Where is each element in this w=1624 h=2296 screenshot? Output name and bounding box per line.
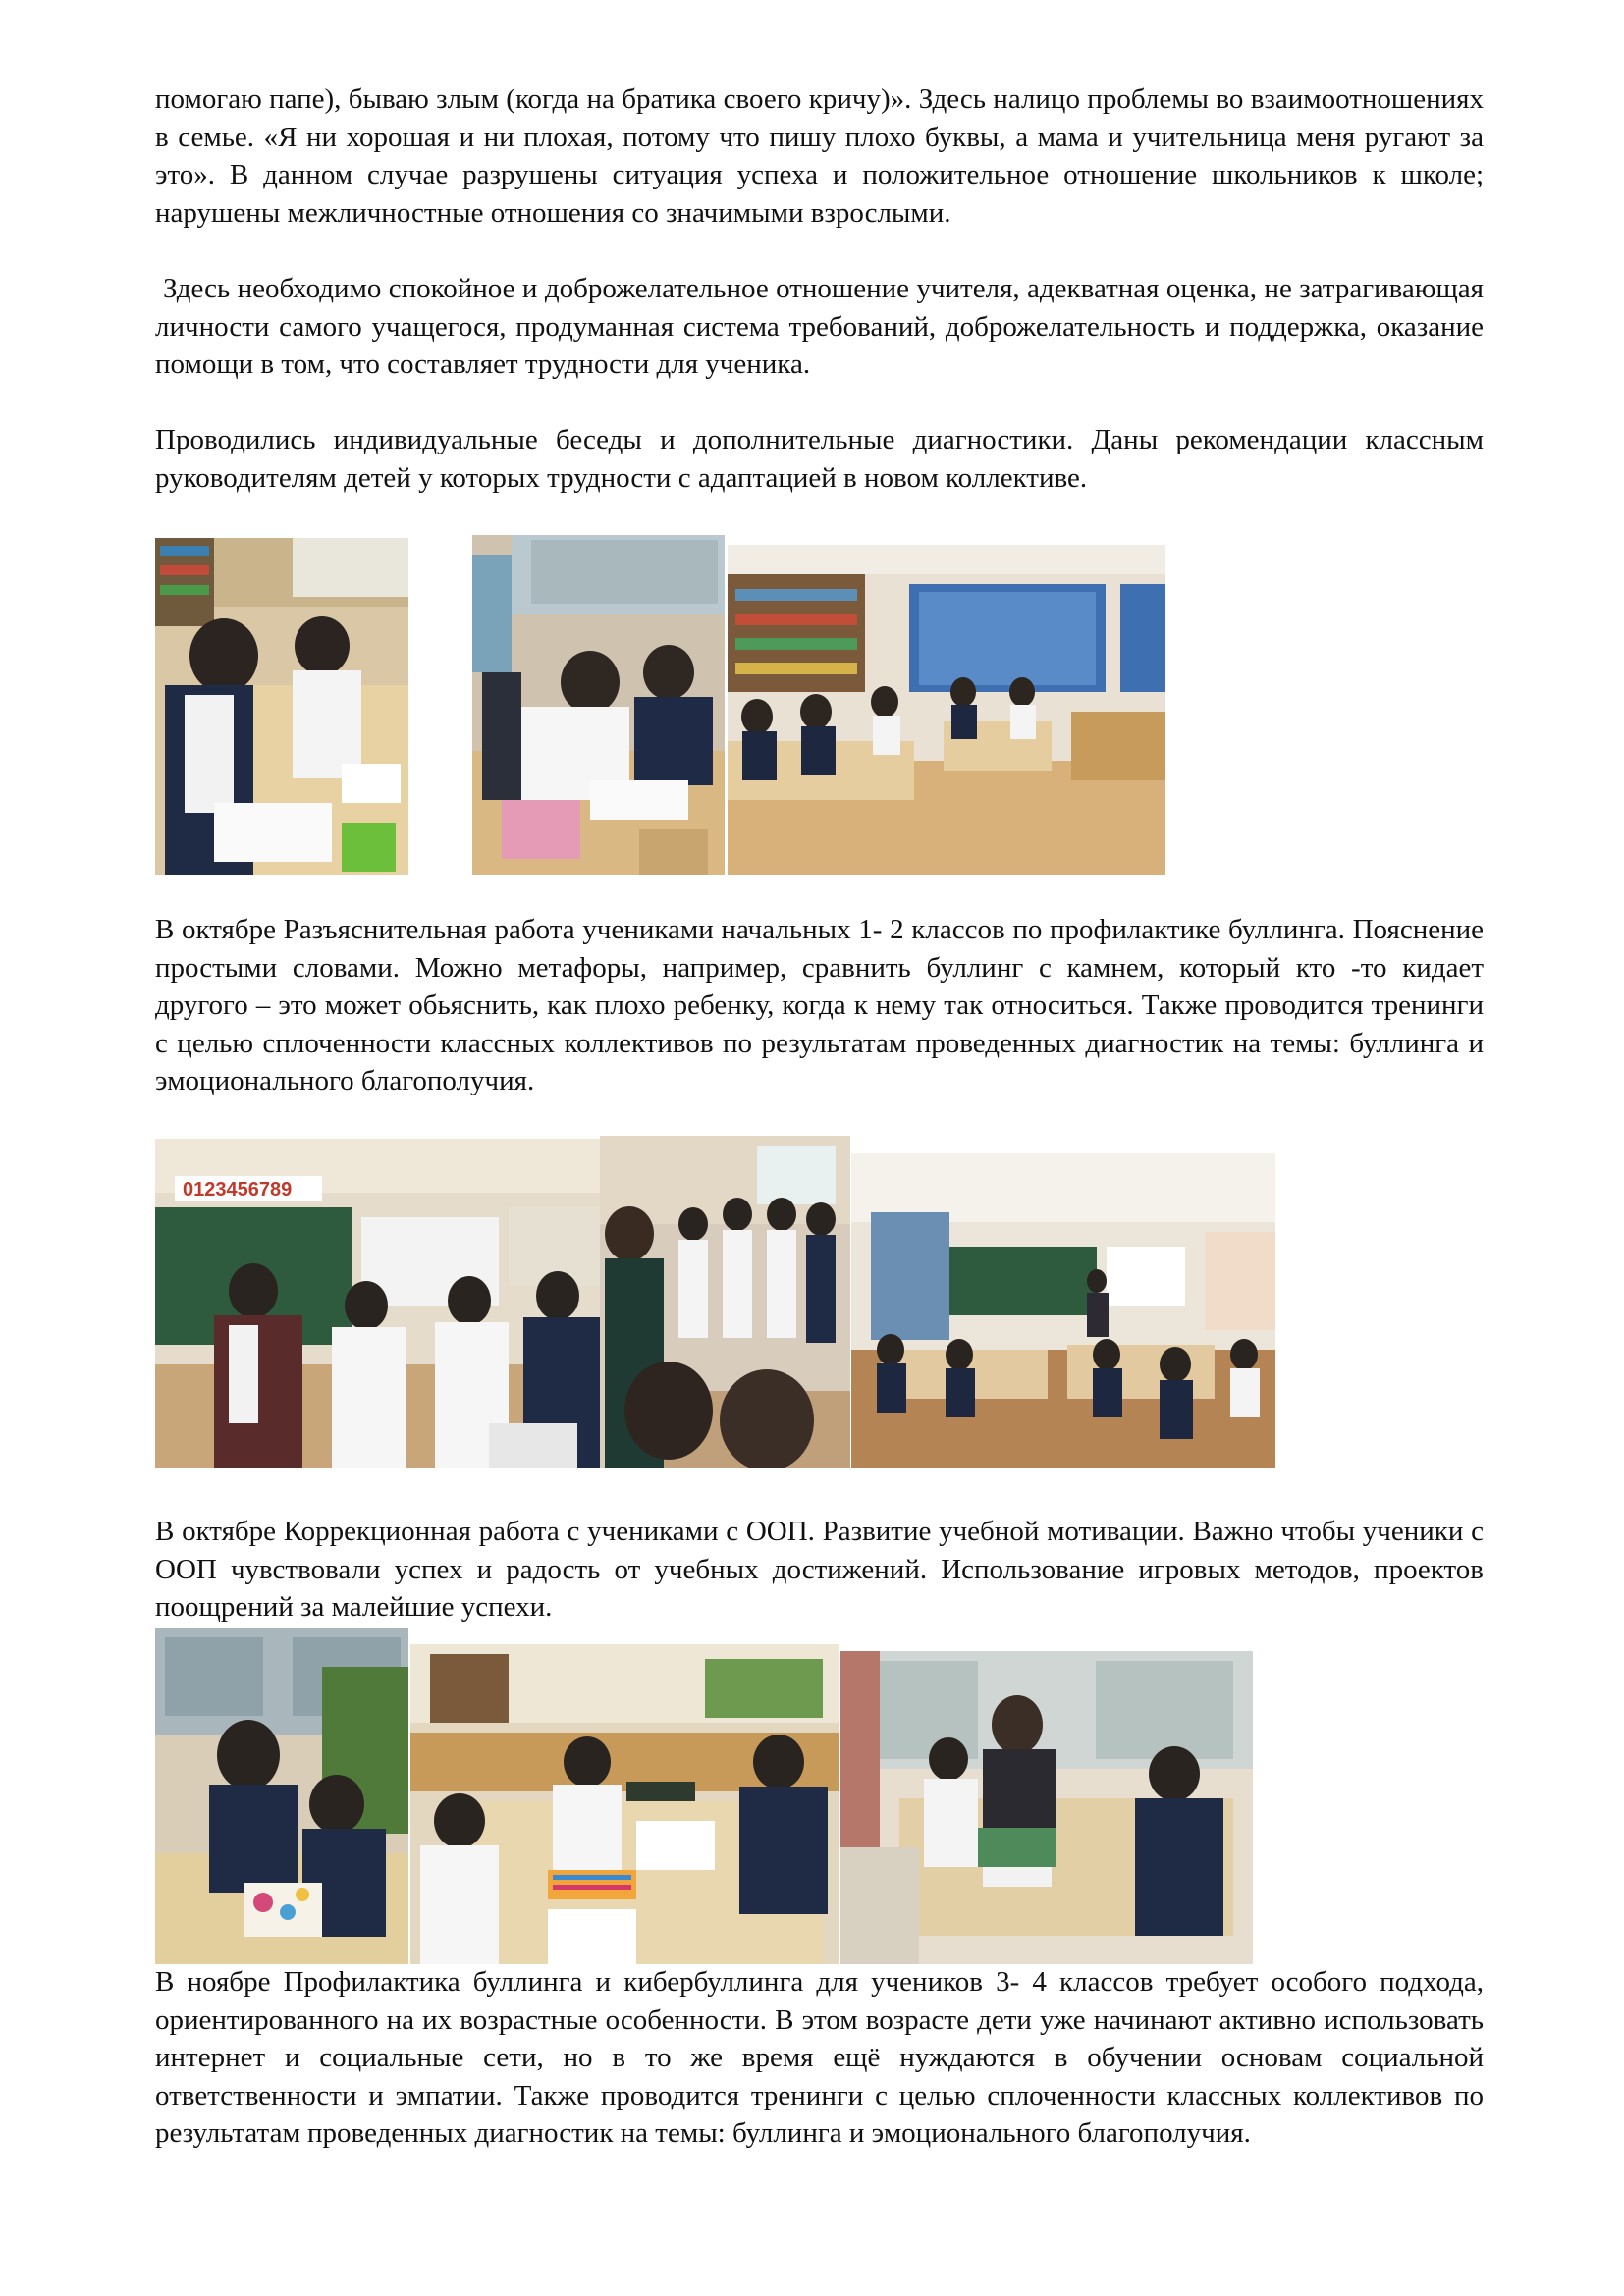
classroom-photo-8 <box>410 1644 839 1964</box>
classroom-photo-7 <box>155 1628 408 1964</box>
paragraph-individual-talks: Проводились индивидуальные беседы и дополнительные диагностики. Даны рекомендации классным руководителям детей у которых трудности с адаптацией в новом коллективе. <box>155 424 1484 494</box>
classroom-photo-6 <box>851 1153 1275 1468</box>
classroom-photo-3 <box>728 545 1165 875</box>
paragraph-teacher-approach: Здесь необходимо спокойное и доброжелательное отношение учителя, адекватная оценка, не затрагивающая личности самого учащегося, продуманная система требований, доброжелательность и поддержка, оказание помощи в том, что составляет трудности для ученика. <box>155 273 1484 380</box>
classroom-photo-4 <box>155 1139 600 1468</box>
classroom-photo-2 <box>472 535 725 875</box>
paragraph-intro: помогаю папе), бываю злым (когда на братика своего кричу)». Здесь налицо проблемы во взаимоотношениях в семье. «Я ни хорошая и ни плохая, потому что пишу плохо буквы, а мама и учительница меня ругают за это». В данном случае разрушены ситуация успеха и положительное отношение школьников к школе; нарушены межличностные отношения со значимыми взрослыми. <box>155 83 1484 229</box>
board-digits-label: 0123456789 <box>183 1179 293 1201</box>
classroom-photo-9 <box>840 1651 1253 1964</box>
paragraph-october-explanatory: В октябре Разъяснительная работа учениками начальных 1- 2 классов по профилактике буллинга. Пояснение простыми словами. Можно метафоры, например, сравнить буллинг с камнем, который кто -то кидает другого – это может обьяснить, как плохо ребенку, когда к нему так относиться. Также проводится тренинги с целью сплоченности классных коллективов по результатам проведенных диагностик на темы: буллинга и эмоционального благополучия. <box>155 914 1484 1096</box>
classroom-photo-1 <box>155 538 408 875</box>
paragraph-october-correction: В октябре Коррекционная работа с учениками с ООП. Развитие учебной мотивации. Важно чтобы ученики с ООП чувствовали успех и радость от учебных достижений. Использование игровых методов, проектов поощрений за малейшие успехи. <box>155 1516 1484 1623</box>
classroom-photo-5 <box>600 1136 850 1468</box>
paragraph-november-cyberbullying: В ноябре Профилактика буллинга и кибербуллинга для учеников 3- 4 классов требует особого подхода, ориентированного на их возрастные особенности. В этом возрасте дети уже начинают активно использовать интернет и социальные сети, но в то же время ещё нуждаются в обучении основам социальной ответственности и эмпатии. Также проводится тренинги с целью сплоченности классных коллективов по результатам проведенных диагностик на темы: буллинга и эмоционального благополучия. <box>155 1966 1484 2149</box>
